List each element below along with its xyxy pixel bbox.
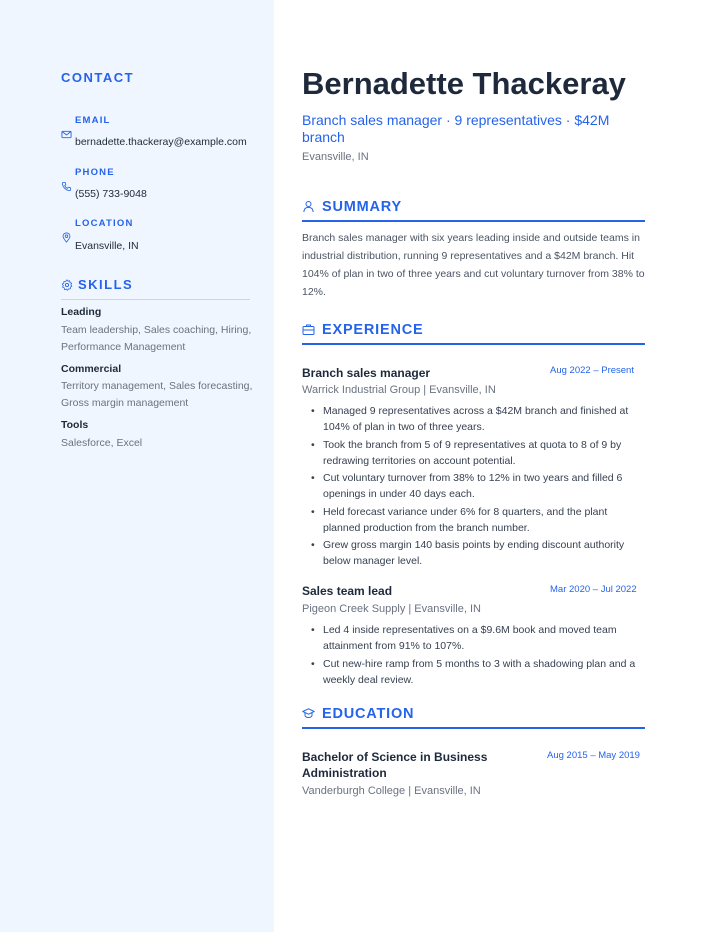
experience-divider [302,343,645,345]
briefcase-icon [302,323,315,336]
header-location: Evansville, IN [302,151,369,163]
skill-group-items: Team leadership, Sales coaching, Hiring, Performance Management [61,324,252,353]
job-bullet: • Took the branch from 5 of 9 representatives at quota to 8 of 9 by redrawing territories on account potential. [302,437,647,469]
education-divider [302,727,645,729]
phone-value[interactable]: (555) 733-9048 [75,188,147,200]
location-label: LOCATION [75,218,134,229]
skills-heading: SKILLS [78,277,134,292]
sidebar [0,0,274,932]
skill-group-items: Salesforce, Excel [61,437,143,449]
education-dates: Aug 2015 – May 2019 [547,750,640,761]
phone-label: PHONE [75,167,115,178]
job-organization: Warrick Industrial Group | Evansville, IN [302,384,496,396]
contact-heading: CONTACT [61,70,135,85]
email-value[interactable]: bernadette.thackeray@example.com [75,136,247,148]
map-pin-icon [61,232,72,243]
job-title: Sales team lead [302,584,393,598]
job-organization: Pigeon Creek Supply | Evansville, IN [302,603,481,615]
candidate-name: Bernadette Thackeray [302,66,626,101]
location-value: Evansville, IN [75,240,139,252]
summary-divider [302,220,645,222]
job-bullet: • Held forecast variance under 6% for 8 quarters, and the plant planned production from the branch number. [302,504,647,536]
job-dates: Aug 2022 – Present [550,365,634,376]
envelope-icon [61,129,72,140]
skill-group-title: Commercial [61,363,122,375]
job-bullet: • Cut new-hire ramp from 5 months to 3 with a shadowing plan and a weekly deal review. [302,656,647,688]
summary-heading: SUMMARY [322,199,402,215]
job-title: Branch sales manager [302,366,431,380]
skill-group-items: Territory management, Sales forecasting, Gross margin management [61,380,253,409]
job-bullet: • Grew gross margin 140 basis points by ending discount authority below manager level. [302,537,647,569]
email-label: EMAIL [75,115,111,126]
job-bullet: • Managed 9 representatives across a $42M branch and finished at 104% of plan in two of three years. [302,403,647,435]
education-organization: Vanderburgh College | Evansville, IN [302,785,481,797]
job-bullet: • Led 4 inside representatives on a $9.6M book and moved team attainment from 91% to 107%. [302,622,647,654]
headline: Branch sales manager · 9 representatives · $42M branch [302,112,610,145]
graduation-cap-icon [302,707,315,720]
skill-group-title: Leading [61,306,102,318]
job-dates: Mar 2020 – Jul 2022 [550,584,637,595]
user-icon [302,200,315,213]
job-bullets [302,622,647,689]
job-bullet: • Cut voluntary turnover from 38% to 12% in two years and filled 6 openings in under 40 days each. [302,470,647,502]
summary-text: Branch sales manager with six years leading inside and outside teams in industrial distribution, running 9 representatives and a $42M branch. Hit 104% of plan in two of three years and cut voluntary turnover from 38% to 12%. [302,232,645,298]
phone-icon [61,181,72,192]
education-heading: EDUCATION [322,706,415,722]
skills-divider [61,299,250,300]
skill-group-title: Tools [61,419,89,431]
job-bullets [302,403,647,571]
degree-title: Bachelor of Science in Business Administration [302,750,488,780]
experience-heading: EXPERIENCE [322,322,424,338]
gear-icon [61,279,73,291]
